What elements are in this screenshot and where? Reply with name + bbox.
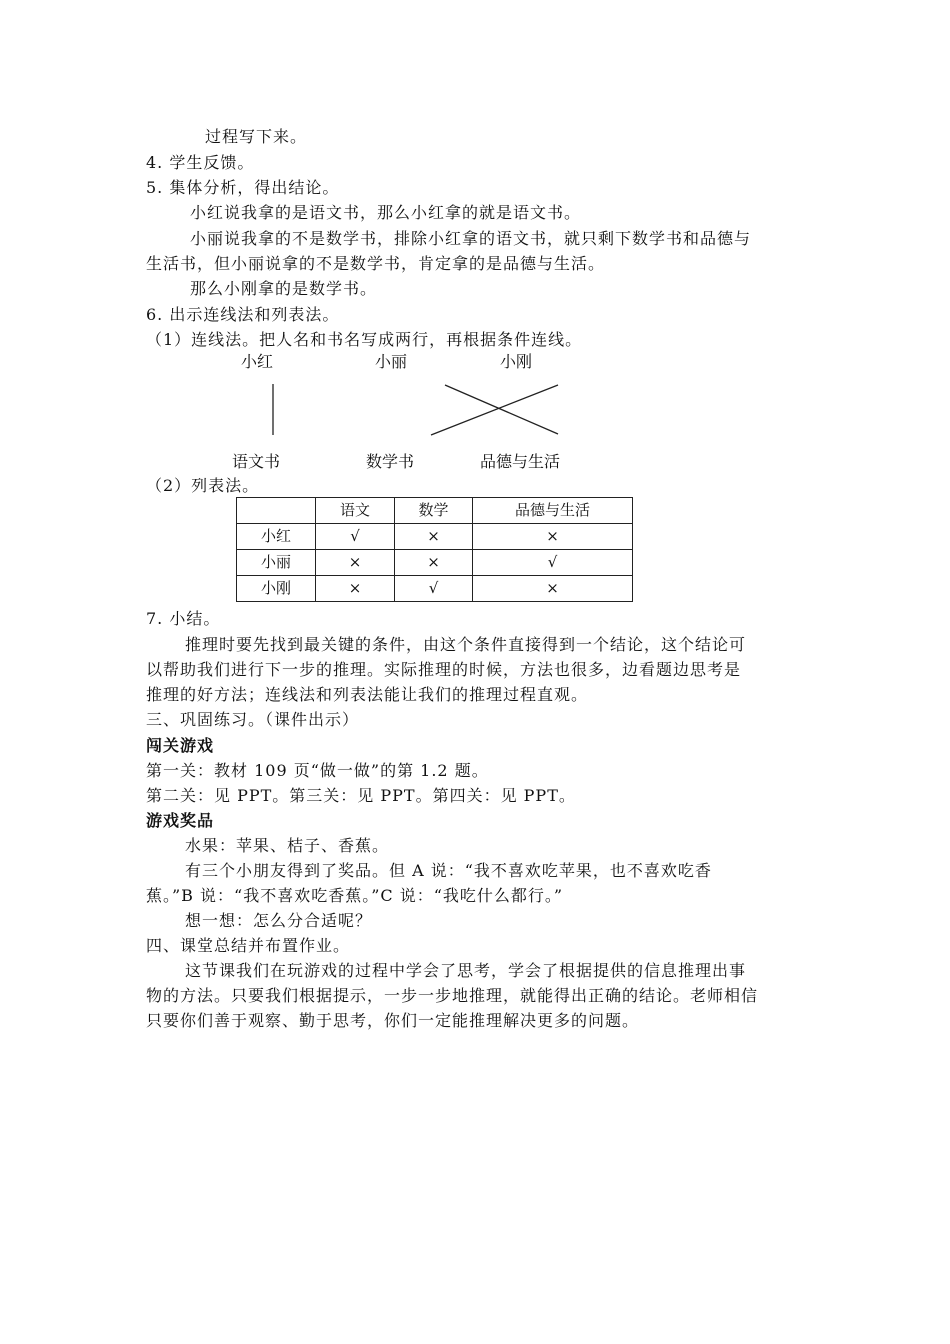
table-row: [237, 524, 633, 550]
text-line: 小丽说我拿的不是数学书，排除小红拿的语文书，就只剩下数学书和品德与: [190, 229, 752, 248]
step-heading: 5. 集体分析，得出结论。: [146, 178, 340, 197]
text-line: 以帮助我们进行下一步的推理。实际推理的时候，方法也很多，边看题边思考是: [146, 660, 742, 679]
table-header-cell: 语文: [316, 498, 395, 524]
text-line: 这节课我们在玩游戏的过程中学会了思考，学会了根据提供的信息推理出事: [185, 961, 747, 980]
diagram-name-label: 小刚: [500, 352, 533, 371]
text-line: 水果：苹果、桔子、香蕉。: [185, 836, 390, 855]
text-line: 小红说我拿的是语文书，那么小红拿的就是语文书。: [190, 203, 582, 222]
text-line: 想一想：怎么分合适呢？: [185, 911, 373, 930]
table-cell: ×: [395, 550, 473, 576]
prize-heading: 游戏奖品: [146, 811, 215, 830]
text-line: 有三个小朋友得到了奖品。但 A 说：“我不喜欢吃苹果，也不喜欢吃香: [185, 861, 712, 880]
text-line: 推理的好方法；连线法和列表法能让我们的推理过程直观。: [146, 685, 589, 704]
connector-line: [431, 385, 558, 435]
table-cell: ×: [316, 576, 395, 602]
diagram-book-label: 语文书: [232, 452, 281, 471]
diagram-name-label: 小红: [241, 352, 274, 371]
table-header-cell: 品德与生活: [473, 498, 633, 524]
table-cell: 小丽: [237, 550, 316, 576]
text-line: 推理时要先找到最关键的条件，由这个条件直接得到一个结论，这个结论可: [185, 635, 747, 654]
section-heading: 三、巩固练习。（课件出示）: [146, 710, 360, 729]
section-heading: 四、课堂总结并布置作业。: [146, 936, 351, 955]
text-line: （2）列表法。: [146, 476, 260, 495]
diagram-book-label: 数学书: [366, 452, 415, 471]
text-line: 只要你们善于观察、勤于思考，你们一定能推理解决更多的问题。: [146, 1011, 640, 1030]
diagram-book-label: 品德与生活: [480, 452, 561, 471]
text-line: 物的方法。只要我们根据提示，一步一步地推理，就能得出正确的结论。老师相信: [146, 986, 759, 1005]
table-cell: ×: [473, 524, 633, 550]
table-header-cell: 数学: [395, 498, 473, 524]
reasoning-table: [236, 497, 633, 602]
table-cell: √: [316, 524, 395, 550]
table-cell: √: [473, 550, 633, 576]
step-heading: 7. 小结。: [146, 609, 221, 628]
table-cell: √: [395, 576, 473, 602]
step-heading: 4. 学生反馈。: [146, 153, 255, 172]
text-line: 那么小刚拿的是数学书。: [190, 279, 378, 298]
table-cell: ×: [395, 524, 473, 550]
step-heading: 6. 出示连线法和列表法。: [146, 305, 340, 324]
text-line: 第二关：见 PPT。第三关：见 PPT。第四关：见 PPT。: [146, 786, 576, 805]
text-line: 过程写下来。: [205, 127, 308, 146]
table-cell: 小刚: [237, 576, 316, 602]
table-row: [237, 576, 633, 602]
diagram-name-label: 小丽: [375, 352, 408, 371]
text-line: （1）连线法。把人名和书名写成两行，再根据条件连线。: [146, 330, 583, 349]
table-header-row: [237, 498, 633, 524]
text-line: 第一关：教材 109 页“做一做”的第 1.2 题。: [146, 761, 489, 780]
table-header-cell: [237, 498, 316, 524]
table-cell: ×: [473, 576, 633, 602]
table-row: [237, 550, 633, 576]
table-cell: ×: [316, 550, 395, 576]
game-heading: 闯关游戏: [146, 736, 215, 755]
text-line: 蕉。”B 说：“我不喜欢吃香蕉。”C 说：“我吃什么都行。”: [146, 886, 564, 905]
text-line: 生活书，但小丽说拿的不是数学书，肯定拿的是品德与生活。: [146, 254, 606, 273]
table-cell: 小红: [237, 524, 316, 550]
